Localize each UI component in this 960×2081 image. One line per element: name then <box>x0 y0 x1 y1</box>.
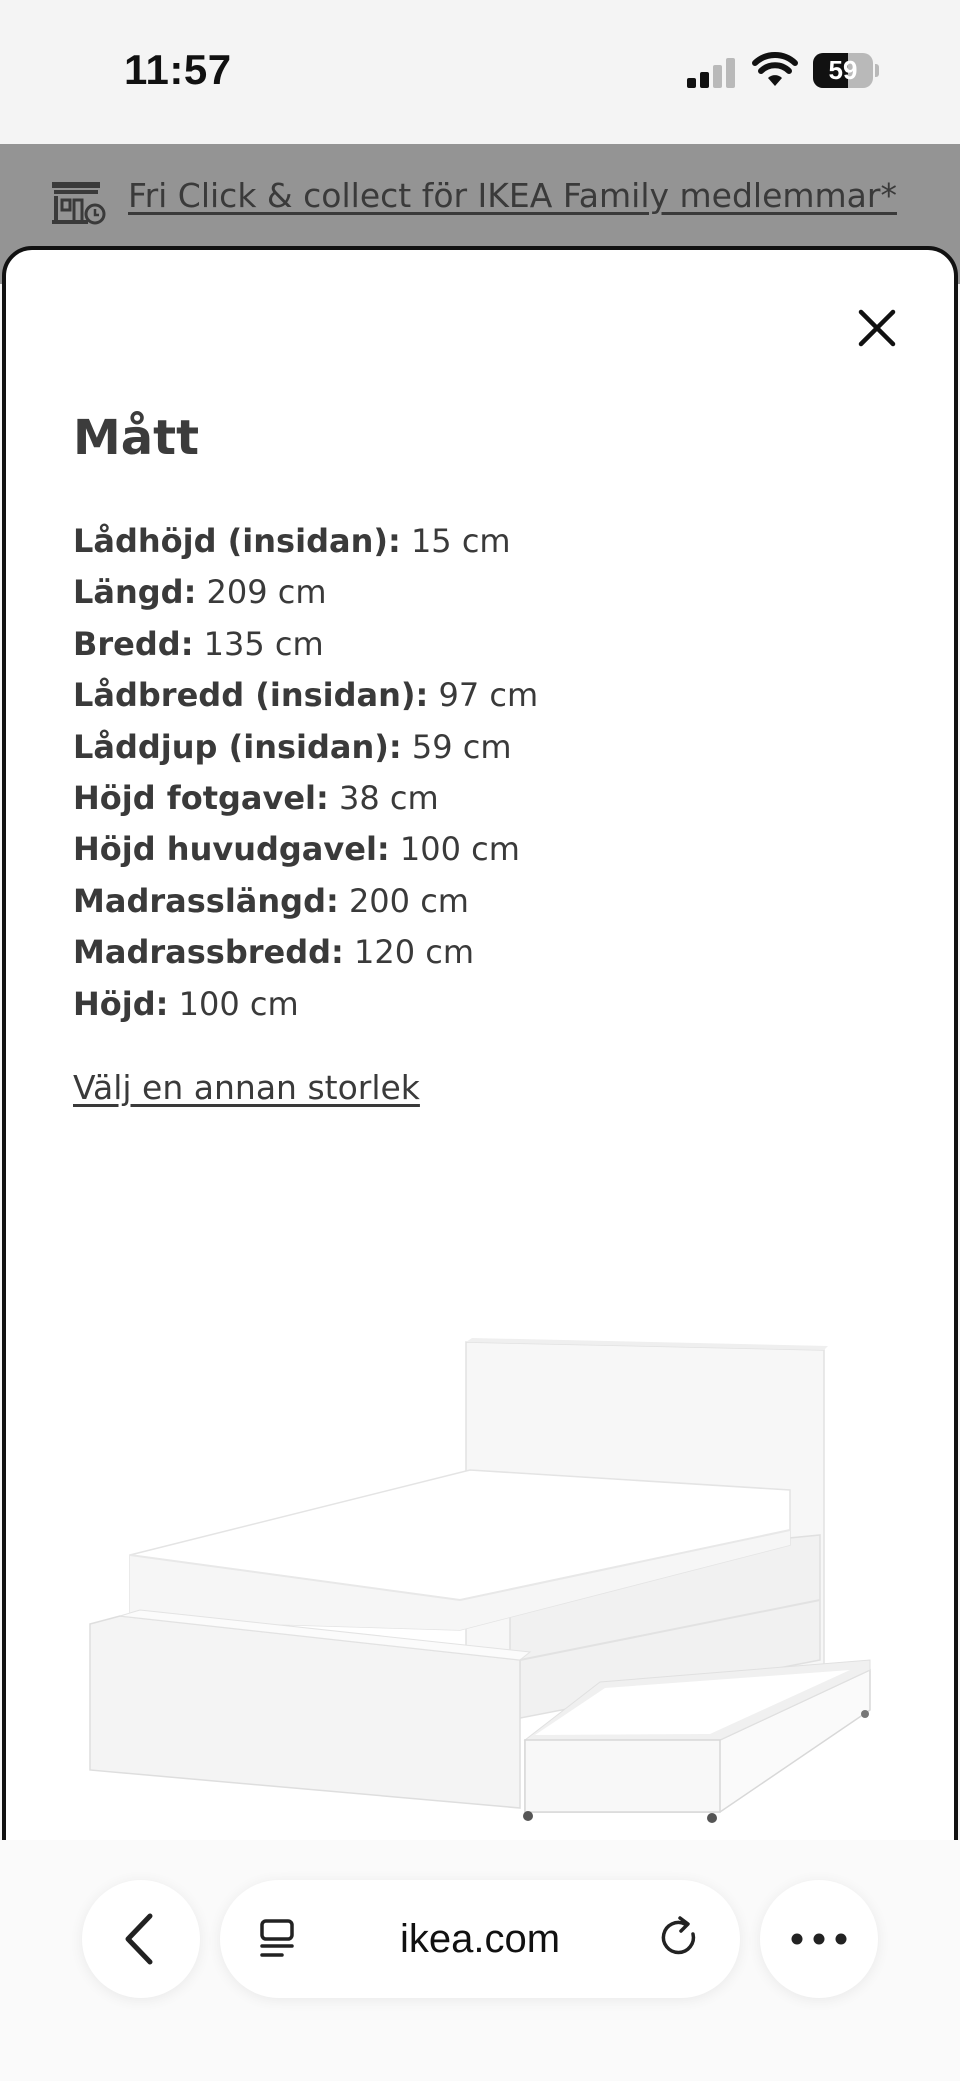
bed-wheel <box>523 1811 533 1821</box>
bed-wheel <box>861 1710 869 1718</box>
dimension-row <box>73 927 538 978</box>
dimension-row <box>73 773 538 824</box>
dimension-label: Lådbredd (insidan): <box>73 676 429 715</box>
reload-icon[interactable] <box>658 1916 704 1962</box>
dimension-value: 100 cm <box>178 984 299 1023</box>
dimension-row <box>73 516 538 567</box>
dimension-value: 200 cm <box>348 881 469 920</box>
dimension-row <box>73 876 538 927</box>
dimension-row <box>73 979 538 1030</box>
dimension-label: Bredd: <box>73 624 194 663</box>
url-text: ikea.com <box>399 1917 561 1961</box>
back-button[interactable] <box>82 1880 200 1998</box>
dimension-label: Madrasslängd: <box>73 881 339 920</box>
dimension-value: 97 cm <box>438 676 539 715</box>
dimension-value: 38 cm <box>338 778 439 817</box>
battery-level: 59 <box>828 55 858 85</box>
dimension-row <box>73 722 538 773</box>
cellular-signal-icon <box>687 58 737 88</box>
dimension-label: Madrassbredd: <box>73 933 344 972</box>
status-bar <box>0 0 960 144</box>
dimension-label: Höjd fotgavel: <box>73 778 329 817</box>
choose-other-size-link[interactable]: Välj en annan storlek <box>73 1068 420 1107</box>
dimension-value: 15 cm <box>410 522 511 560</box>
chevron-left-icon <box>82 1880 200 1998</box>
more-dots-icon <box>760 1880 878 1998</box>
status-time: 11:57 <box>124 46 232 93</box>
dimension-label: Längd: <box>73 573 197 612</box>
dimension-row <box>73 619 538 670</box>
address-bar[interactable] <box>220 1880 740 1998</box>
store-pickup-icon <box>50 180 106 226</box>
dimension-value: 120 cm <box>353 933 474 972</box>
bed-wheel <box>707 1813 717 1823</box>
dimension-value: 135 cm <box>203 624 324 663</box>
product-image <box>80 1330 880 1830</box>
dimension-row <box>73 567 538 618</box>
dimension-label: Låddjup (insidan): <box>73 727 402 766</box>
dimension-value: 209 cm <box>206 573 327 612</box>
wifi-icon <box>752 52 798 88</box>
dimension-label: Höjd: <box>73 984 169 1023</box>
battery-body <box>813 53 873 88</box>
dimensions-list <box>73 516 538 1030</box>
dimension-label: Höjd huvudgavel: <box>73 830 390 869</box>
battery-icon <box>813 53 879 88</box>
more-options-button[interactable] <box>760 1880 878 1998</box>
dimension-row <box>73 824 538 875</box>
dimension-row <box>73 670 538 721</box>
dimension-value: 59 cm <box>411 727 512 766</box>
dimension-value: 100 cm <box>399 830 520 869</box>
promo-link[interactable]: Fri Click & collect för IKEA Family medlemmar* <box>128 176 897 215</box>
close-icon[interactable] <box>855 306 899 350</box>
dimension-label: Lådhöjd (insidan): <box>73 522 401 560</box>
battery-cap <box>875 64 879 77</box>
dialog-title: Mått <box>73 410 200 466</box>
